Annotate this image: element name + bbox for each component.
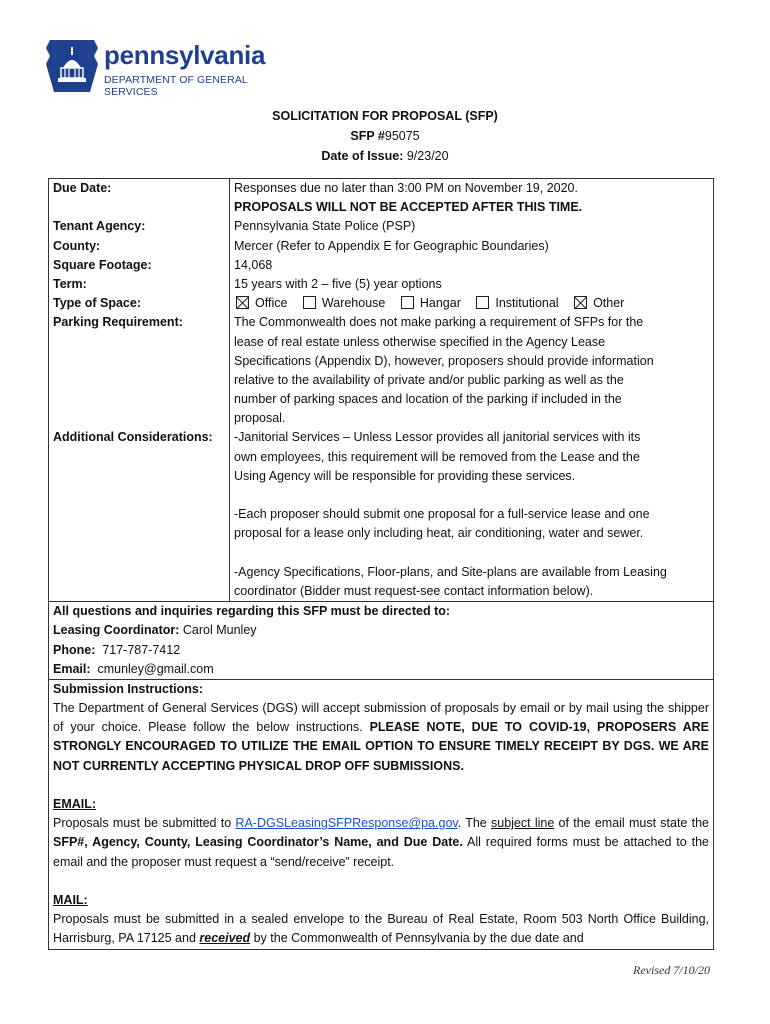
email-instructions: Proposals must be submitted to RA-DGSLeasingSFPResponse@pa.gov. The subject line of the email must state the SFP#, Agency, County, Leasing Coordinator’s Name, and Due Date. All required forms must be attached to the email and the proposer must request a “send/receive” receipt. — [53, 816, 710, 869]
keystone-capitol-icon — [44, 38, 100, 94]
submission-row — [49, 679, 714, 949]
issue-date-line — [0, 146, 770, 166]
document-title: SOLICITATION FOR PROPOSAL (SFP) — [272, 109, 498, 123]
sfp-details-table — [48, 178, 714, 950]
revision-note: Revised 7/10/20 — [633, 963, 710, 977]
email-heading: EMAIL: — [53, 797, 97, 812]
contact-heading: All questions and inquiries regarding this SFP must be directed to: — [53, 604, 451, 619]
submission-intro: The Department of General Services (DGS) will accept submission of proposals by email or by mail using the shipper of your choice. Please follow the below instructions. PLEASE NOTE, DUE TO COVID-19, PROPOSERS ARE STRONGLY ENCOURAGED TO UTILIZE THE EMAIL OPTION TO ENSURE TIMELY RECEIPT BY DGS. WE ARE NOT CURRENTLY ACCEPTING PHYSICAL DROP OFF SUBMISSIONS. — [53, 701, 710, 773]
mail-instructions: Proposals must be submitted in a sealed envelope to the Bureau of Real Estate, Room 503 North Office Building, Harrisburg, PA 17125 and received by the Commonwealth of Pennsylvania by the due date and — [53, 912, 709, 946]
parking-requirement-text: The Commonwealth does not make parking a requirement of SFPs for the lease of real estate unless otherwise specified in the Agency Lease Specifications (Appendix D), however, proposers should provide information relative to the availability of private and/or public parking as well as the number of parking spaces and location of the parking if included in the proposal. — [234, 315, 654, 426]
additional-considerations-text: -Janitorial Services – Unless Lessor provides all janitorial services with its own employees, this requirement will be removed from the Lease and the Using Agency will be responsible for providing these services. -Each proposer should submit one proposal for a full-service lease and one proposal for a lease only including heat, air conditioning, water and sewer. -Agency Specifications, Floor-plans, and Site-plans are available from Leasing coordinator (Bidder must request-see contact information below). — [234, 430, 667, 598]
type-of-space-options — [234, 294, 709, 313]
phone-label: Phone: — [53, 642, 96, 657]
space-option-institutional[interactable]: Institutional — [474, 296, 558, 310]
checkbox-icon[interactable] — [476, 296, 489, 309]
county-value: Mercer (Refer to Appendix E for Geographic Boundaries) — [234, 238, 549, 253]
logo-name: pennsylvania — [104, 40, 266, 70]
term-value: 15 years with 2 – five (5) year options — [234, 276, 442, 291]
logo-department: DEPARTMENT OF GENERAL SERVICES — [104, 74, 248, 98]
due-date-warning: PROPOSALS WILL NOT BE ACCEPTED AFTER THIS TIME. — [234, 200, 583, 215]
tenant-agency-value: Pennsylvania State Police (PSP) — [234, 219, 416, 234]
space-option-warehouse[interactable]: Warehouse — [301, 296, 385, 310]
contact-cell — [49, 602, 714, 680]
document-header — [0, 106, 770, 166]
space-option-hangar[interactable]: Hangar — [399, 296, 461, 310]
checkbox-checked-icon[interactable] — [236, 296, 249, 309]
square-footage-value: 14,068 — [234, 257, 273, 272]
submission-email-link[interactable]: RA-DGSLeasingSFPResponse@pa.gov — [235, 816, 458, 831]
due-date-label: Due Date: Tenant Agency: County: Square Footage: Term: Type of Space: Parking Requirement: Additional Considerations: — [49, 179, 230, 602]
sfp-number-line — [0, 126, 770, 146]
due-date-value: Responses due no later than 3:00 PM on November 19, 2020. — [234, 181, 578, 195]
submission-cell — [49, 679, 714, 949]
checkbox-icon[interactable] — [303, 296, 316, 309]
space-option-other[interactable]: Other — [572, 296, 624, 310]
coordinator-label: Leasing Coordinator: — [53, 623, 180, 638]
contact-row — [49, 602, 714, 680]
dgs-logo — [44, 38, 304, 98]
email-label: Email: — [53, 661, 91, 676]
space-option-office[interactable]: Office — [234, 296, 287, 310]
mail-heading: MAIL: — [53, 893, 88, 908]
issue-date-label: Date of Issue: — [321, 149, 404, 163]
coordinator-name: Carol Munley — [182, 623, 257, 638]
sfp-number: 95075 — [384, 129, 420, 143]
sfp-label: SFP # — [350, 129, 385, 143]
email-value[interactable]: cmunley@gmail.com — [97, 661, 214, 676]
due-date-row — [49, 179, 714, 602]
phone-value: 717-787-7412 — [102, 642, 181, 657]
checkbox-checked-icon[interactable] — [574, 296, 587, 309]
field-values — [230, 179, 714, 602]
checkbox-icon[interactable] — [401, 296, 414, 309]
submission-heading: Submission Instructions: — [53, 681, 204, 696]
issue-date-value: 9/23/20 — [406, 149, 449, 163]
